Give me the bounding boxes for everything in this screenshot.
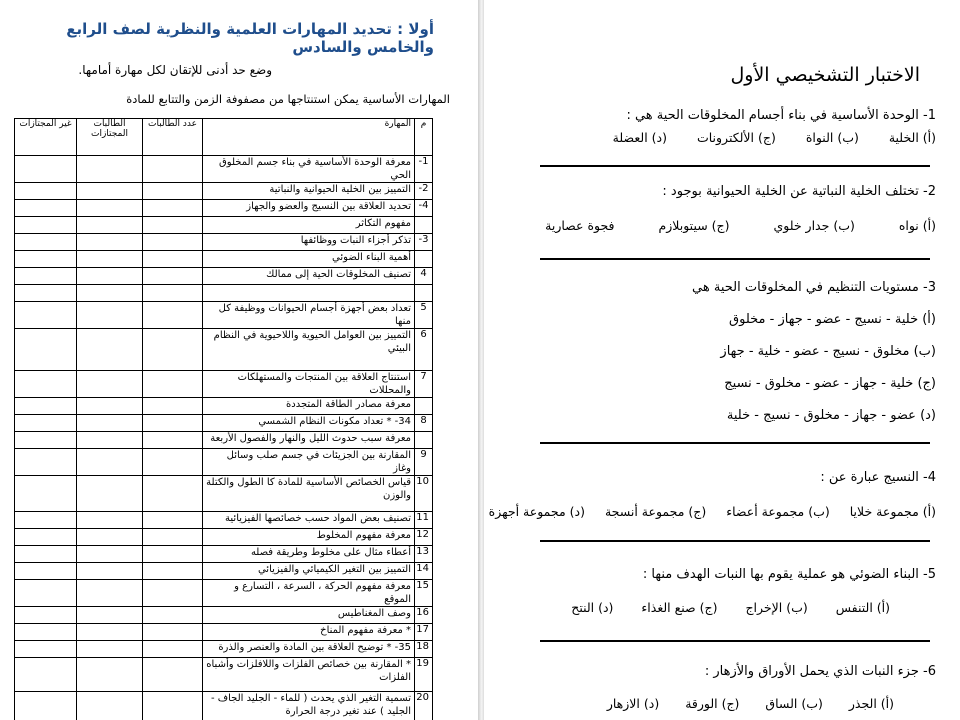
row-not-passed[interactable] xyxy=(15,415,77,432)
row-students-count[interactable] xyxy=(143,329,203,371)
row-passed[interactable] xyxy=(77,268,143,285)
q6-option-c[interactable]: (ج) الورقة xyxy=(685,696,740,711)
table-row xyxy=(15,285,433,302)
q4-option-a[interactable]: (أ) مجموعة خلايا xyxy=(849,504,936,519)
row-passed[interactable] xyxy=(77,476,143,512)
row-not-passed[interactable] xyxy=(15,692,77,720)
row-skill: 35- * توضيح العلاقة بين المادة والعنصر والذرة xyxy=(203,641,415,658)
row-skill: مفهوم التكاثر xyxy=(203,217,415,234)
row-skill: تحديد العلاقة بين النسيج والعضو والجهاز xyxy=(203,200,415,217)
table-row xyxy=(15,580,433,607)
row-passed[interactable] xyxy=(77,512,143,529)
q4-option-b[interactable]: (ب) مجموعة أعضاء xyxy=(726,504,830,519)
row-number xyxy=(415,251,433,268)
row-not-passed[interactable] xyxy=(15,200,77,217)
row-number xyxy=(415,432,433,449)
table-row xyxy=(15,415,433,432)
row-number: 18 xyxy=(415,641,433,658)
row-passed[interactable] xyxy=(77,658,143,692)
q2-option-a[interactable]: (أ) نواه xyxy=(898,218,936,233)
row-passed[interactable] xyxy=(77,200,143,217)
question-1: 1- الوحدة الأساسية في بناء أجسام المخلوقات الحية هي : xyxy=(626,108,936,123)
row-skill: تصنيف المخلوقات الحية إلى ممالك xyxy=(203,268,415,285)
row-students-count[interactable] xyxy=(143,234,203,251)
row-not-passed[interactable] xyxy=(15,658,77,692)
row-skill: المقارنة بين الجزيئات في جسم صلب وسائل وغاز xyxy=(203,449,415,476)
row-students-count[interactable] xyxy=(143,580,203,607)
row-not-passed[interactable] xyxy=(15,268,77,285)
row-passed[interactable] xyxy=(77,529,143,546)
row-number xyxy=(415,398,433,415)
question-6-options xyxy=(607,696,894,711)
row-passed[interactable] xyxy=(77,432,143,449)
row-skill: التمييز بين التغير الكيميائي والفيزيائي xyxy=(203,563,415,580)
q3-option-d[interactable]: (د) عضو - جهاز - مخلوق - نسيج - خلية xyxy=(726,408,936,423)
q2-option-d[interactable]: فجوة عصارية xyxy=(545,218,615,233)
row-not-passed[interactable] xyxy=(15,302,77,329)
row-skill: التمييز بين الخلية الحيوانية والنباتية xyxy=(203,183,415,200)
question-3: 3- مستويات التنظيم في المخلوقات الحية هي xyxy=(692,280,936,295)
row-students-count[interactable] xyxy=(143,449,203,476)
row-students-count[interactable] xyxy=(143,546,203,563)
q3-option-a[interactable]: (أ) خلية - نسيج - عضو - جهاز - مخلوق xyxy=(729,312,936,327)
row-students-count[interactable] xyxy=(143,200,203,217)
row-skill: * المقارنة بين خصائص الفلزات واللافلزات وأشباه الفلزات xyxy=(203,658,415,692)
row-skill: تسمية التغير الذي يحدث ( للماء - الجليد الجاف - الجليد ) عند تغير درجة الحرارة xyxy=(203,692,415,720)
question-2: 2- تختلف الخلية النباتية عن الخلية الحيوانية بوجود : xyxy=(662,184,936,199)
q1-option-a[interactable]: (أ) الخلية xyxy=(888,130,936,145)
row-not-passed[interactable] xyxy=(15,624,77,641)
row-number: 4 xyxy=(415,268,433,285)
question-6: 6- جزء النبات الذي يحمل الأوراق والأزهار : xyxy=(704,664,936,679)
row-students-count[interactable] xyxy=(143,476,203,512)
table-row xyxy=(15,449,433,476)
question-4: 4- النسيج عبارة عن : xyxy=(820,470,936,485)
row-passed[interactable] xyxy=(77,607,143,624)
row-skill: معرفة سبب حدوث الليل والنهار والفصول الأربعة xyxy=(203,432,415,449)
row-students-count[interactable] xyxy=(143,607,203,624)
row-students-count[interactable] xyxy=(143,692,203,720)
q1-option-c[interactable]: (ج) الألكترونات xyxy=(696,130,776,145)
row-not-passed[interactable] xyxy=(15,398,77,415)
row-students-count[interactable] xyxy=(143,415,203,432)
table-row xyxy=(15,183,433,200)
skills-title: أولا : تحديد المهارات العلمية والنظرية لصف الرابع والخامس والسادس xyxy=(66,20,434,56)
header-skill: المهارة xyxy=(203,119,415,156)
table-row xyxy=(15,268,433,285)
row-number: 15 xyxy=(415,580,433,607)
q1-option-b[interactable]: (ب) النواة xyxy=(805,130,859,145)
row-students-count[interactable] xyxy=(143,563,203,580)
row-number: 6 xyxy=(415,329,433,371)
row-skill: التمييز بين العوامل الحيوية واللاحيوية في النظام البيئي xyxy=(203,329,415,371)
row-students-count[interactable] xyxy=(143,371,203,398)
row-not-passed[interactable] xyxy=(15,580,77,607)
row-number xyxy=(415,285,433,302)
row-skill: استنتاج العلاقة بين المنتجات والمستهلكات والمحللات xyxy=(203,371,415,398)
row-skill: أهمية البناء الضوئي xyxy=(203,251,415,268)
row-skill: معرفة مفهوم المخلوط xyxy=(203,529,415,546)
row-number xyxy=(415,217,433,234)
table-row xyxy=(15,398,433,415)
row-number: 13 xyxy=(415,546,433,563)
row-students-count[interactable] xyxy=(143,217,203,234)
row-passed[interactable] xyxy=(77,285,143,302)
row-number: 4- xyxy=(415,200,433,217)
row-number: 20 xyxy=(415,692,433,720)
row-skill: أعطاء مثال على مخلوط وطريقة فصله xyxy=(203,546,415,563)
row-not-passed[interactable] xyxy=(15,183,77,200)
table-row xyxy=(15,200,433,217)
row-not-passed[interactable] xyxy=(15,641,77,658)
q6-option-a[interactable]: (أ) الجذر xyxy=(848,696,894,711)
row-students-count[interactable] xyxy=(143,432,203,449)
table-row xyxy=(15,546,433,563)
row-passed[interactable] xyxy=(77,329,143,371)
q3-option-b[interactable]: (ب) مخلوق - نسيج - عضو - خلية - جهاز xyxy=(720,344,936,359)
row-number: 19 xyxy=(415,658,433,692)
table-row xyxy=(15,624,433,641)
row-not-passed[interactable] xyxy=(15,285,77,302)
row-students-count[interactable] xyxy=(143,658,203,692)
row-passed[interactable] xyxy=(77,371,143,398)
row-not-passed[interactable] xyxy=(15,432,77,449)
row-number: 8 xyxy=(415,415,433,432)
header-passed: الطالبات المجتازات xyxy=(77,119,143,156)
header-students-count: عدد الطالبات xyxy=(143,119,203,156)
row-number: 7 xyxy=(415,371,433,398)
row-number: 17 xyxy=(415,624,433,641)
table-row xyxy=(15,563,433,580)
row-not-passed[interactable] xyxy=(15,476,77,512)
row-not-passed[interactable] xyxy=(15,251,77,268)
row-skill: معرفة مصادر الطاقة المتجددة xyxy=(203,398,415,415)
right-page xyxy=(484,0,960,720)
row-number: 16 xyxy=(415,607,433,624)
table-row xyxy=(15,692,433,720)
question-2-options xyxy=(545,218,936,233)
header-number: م xyxy=(415,119,433,156)
question-5: 5- البناء الضوئي هو عملية يقوم بها النبات الهدف منها : xyxy=(642,567,936,582)
row-passed[interactable] xyxy=(77,580,143,607)
row-students-count[interactable] xyxy=(143,156,203,183)
row-number: 5 xyxy=(415,302,433,329)
row-passed[interactable] xyxy=(77,251,143,268)
table-row xyxy=(15,371,433,398)
row-skill: وصف المغناطيس xyxy=(203,607,415,624)
table-row xyxy=(15,529,433,546)
separator-line xyxy=(540,442,930,444)
table-row xyxy=(15,217,433,234)
skills-table xyxy=(14,118,433,720)
q4-option-d[interactable]: (د) مجموعة أجهزة xyxy=(488,504,585,519)
table-row xyxy=(15,512,433,529)
row-students-count[interactable] xyxy=(143,285,203,302)
row-students-count[interactable] xyxy=(143,302,203,329)
row-students-count[interactable] xyxy=(143,183,203,200)
row-students-count[interactable] xyxy=(143,529,203,546)
q6-option-d[interactable]: (د) الازهار xyxy=(606,696,660,711)
row-not-passed[interactable] xyxy=(15,329,77,371)
row-not-passed[interactable] xyxy=(15,607,77,624)
row-passed[interactable] xyxy=(77,398,143,415)
row-skill: تعداد بعض أجهزة أجسام الحيوانات ووظيفة كل منها xyxy=(203,302,415,329)
row-number: 3- xyxy=(415,234,433,251)
row-passed[interactable] xyxy=(77,692,143,720)
row-not-passed[interactable] xyxy=(15,217,77,234)
separator-line xyxy=(540,540,930,542)
row-students-count[interactable] xyxy=(143,624,203,641)
row-not-passed[interactable] xyxy=(15,449,77,476)
q5-option-a[interactable]: (أ) التنفس xyxy=(835,600,890,615)
row-passed[interactable] xyxy=(77,624,143,641)
row-passed[interactable] xyxy=(77,449,143,476)
row-passed[interactable] xyxy=(77,183,143,200)
row-passed[interactable] xyxy=(77,302,143,329)
table-row xyxy=(15,607,433,624)
row-skill: 34- * تعداد مكونات النظام الشمسي xyxy=(203,415,415,432)
row-number: 2- xyxy=(415,183,433,200)
table-row xyxy=(15,432,433,449)
q5-option-d[interactable]: (د) النتح xyxy=(571,600,614,615)
row-number: 9 xyxy=(415,449,433,476)
table-header-row xyxy=(15,119,433,156)
question-4-options xyxy=(489,504,936,519)
intro-line-1: وضع حد أدنى للإتقان لكل مهارة أمامها. xyxy=(78,63,272,77)
q2-option-c[interactable]: (ج) سيتوبلازم xyxy=(658,218,730,233)
row-not-passed[interactable] xyxy=(15,563,77,580)
table-row xyxy=(15,641,433,658)
table-row xyxy=(15,658,433,692)
row-number: 12 xyxy=(415,529,433,546)
test-title: الاختبار التشخيصي الأول xyxy=(730,64,920,86)
row-not-passed[interactable] xyxy=(15,234,77,251)
question-1-options xyxy=(613,130,936,145)
row-skill: * معرفة مفهوم المناخ xyxy=(203,624,415,641)
table-row xyxy=(15,156,433,183)
table-row xyxy=(15,251,433,268)
row-skill: تذكر أجزاء النبات ووظائفها xyxy=(203,234,415,251)
row-passed[interactable] xyxy=(77,563,143,580)
separator-line xyxy=(540,165,930,167)
row-number: 11 xyxy=(415,512,433,529)
q2-option-b[interactable]: (ب) جدار خلوي xyxy=(773,218,855,233)
row-not-passed[interactable] xyxy=(15,546,77,563)
row-not-passed[interactable] xyxy=(15,156,77,183)
row-students-count[interactable] xyxy=(143,512,203,529)
separator-line xyxy=(540,258,930,260)
q5-option-b[interactable]: (ب) الإخراج xyxy=(745,600,808,615)
row-number: 14 xyxy=(415,563,433,580)
table-row xyxy=(15,329,433,371)
row-passed[interactable] xyxy=(77,217,143,234)
q1-option-d[interactable]: (د) العضلة xyxy=(612,130,667,145)
table-row xyxy=(15,234,433,251)
row-skill: معرفة الوحدة الأساسية في بناء جسم المخلوق الحي xyxy=(203,156,415,183)
row-passed[interactable] xyxy=(77,156,143,183)
table-row xyxy=(15,476,433,512)
row-not-passed[interactable] xyxy=(15,529,77,546)
q3-option-c[interactable]: (ج) خلية - جهاز - عضو - مخلوق - نسيج xyxy=(724,376,936,391)
row-skill xyxy=(203,285,415,302)
row-passed[interactable] xyxy=(77,234,143,251)
table-row xyxy=(15,302,433,329)
row-skill: قياس الخصائص الأساسية للمادة كا الطول والكتلة والوزن xyxy=(203,476,415,512)
row-skill: تصنيف بعض المواد حسب خصائصها الفيزيائية xyxy=(203,512,415,529)
row-passed[interactable] xyxy=(77,415,143,432)
row-number: 1- xyxy=(415,156,433,183)
intro-line-2: المهارات الأساسية يمكن استنتاجها من مصفوفة الزمن والتتابع للمادة xyxy=(126,92,450,106)
q5-option-c[interactable]: (ج) صنع الغذاء xyxy=(641,600,718,615)
row-students-count[interactable] xyxy=(143,251,203,268)
row-students-count[interactable] xyxy=(143,268,203,285)
row-passed[interactable] xyxy=(77,641,143,658)
row-students-count[interactable] xyxy=(143,398,203,415)
row-number: 10 xyxy=(415,476,433,512)
left-page xyxy=(0,0,478,720)
q4-option-c[interactable]: (ج) مجموعة أنسجة xyxy=(604,504,707,519)
row-skill: معرفة مفهوم الحركة ، السرعة ، التسارع و الموقع xyxy=(203,580,415,607)
row-not-passed[interactable] xyxy=(15,371,77,398)
header-not-passed: غير المجتازات xyxy=(15,119,77,156)
q6-option-b[interactable]: (ب) الساق xyxy=(765,696,823,711)
row-not-passed[interactable] xyxy=(15,512,77,529)
row-students-count[interactable] xyxy=(143,641,203,658)
question-5-options xyxy=(571,600,890,615)
row-passed[interactable] xyxy=(77,546,143,563)
separator-line xyxy=(540,640,930,642)
